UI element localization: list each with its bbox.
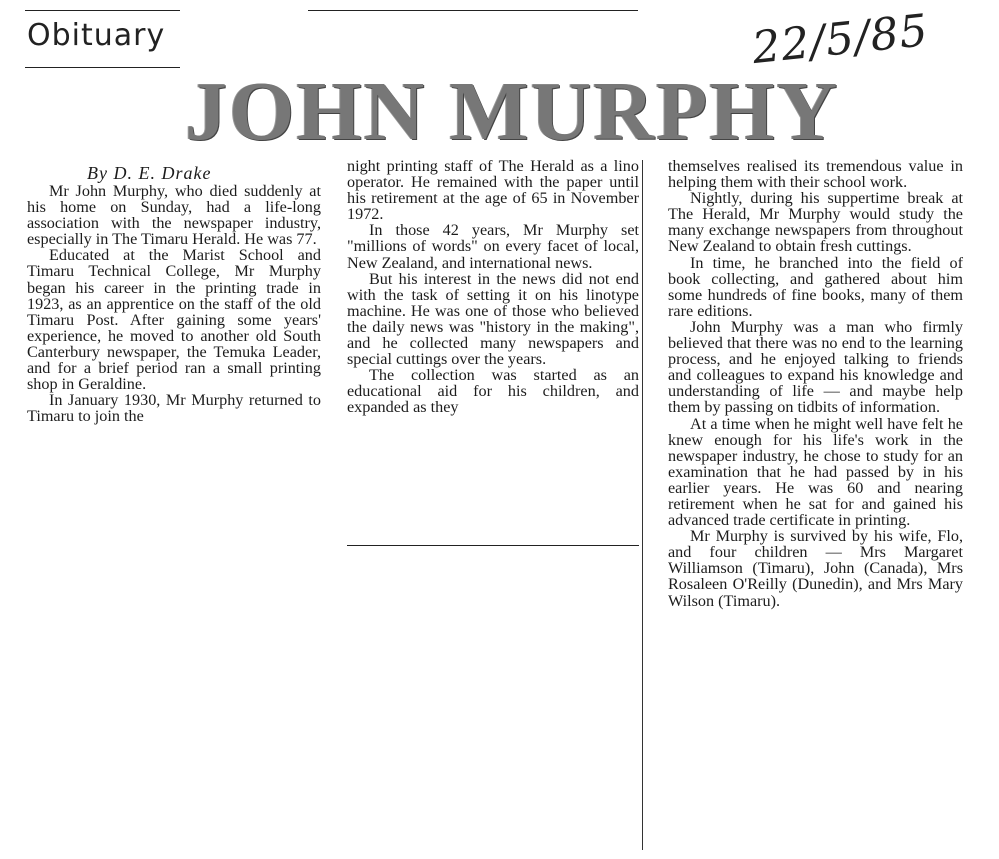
byline: By D. E. Drake [87,163,212,183]
paragraph: In those 42 years, Mr Murphy set "millions of words" on every facet of local, New Zealand, and international news. [347,221,639,272]
article-column-2 [347,158,639,416]
handwritten-date: 22/5/85 [749,4,931,75]
paragraph: Mr John Murphy, who died suddenly at his home on Sunday, had a life-long association with the newspaper industry, especially in The Timaru Herald. He was 77. [27,182,321,249]
paragraph: Educated at the Marist School and Timaru Technical College, Mr Murphy began his career in the printing trade in 1923, as an apprentice on the staff of the old Timaru Post. After gaining some years' experience, he moved to another old South Canterbury newspaper, the Temuka Leader, and for a brief period ran a small printing shop in Geraldine. [27,246,321,394]
paragraph: Nightly, during his suppertime break at The Herald, Mr Murphy would study the many exchange newspapers from throughout New Zealand to obtain fresh cuttings. [668,189,963,256]
column-divider [642,160,643,850]
paragraph: night printing staff of The Herald as a lino operator. He remained with the paper until his retirement at the age of 65 in November 1972. [347,157,639,224]
column-2-end-rule [347,545,639,546]
top-rule-left [25,10,180,11]
paragraph: Mr Murphy is survived by his wife, Flo, and four children — Mrs Margaret Williamson (Timaru), John (Canada), Mrs Rosaleen O'Reilly (Dunedin), and Mrs Mary Wilson (Timaru). [668,527,963,610]
paragraph: John Murphy was a man who firmly believed that there was no end to the learning process, and he enjoyed talking to friends and colleagues to expand his knowledge and understanding of life — and maybe help them by passing on tidbits of information. [668,317,963,417]
article-column-3 [668,158,963,609]
paragraph: At a time when he might well have felt he knew enough for his life's work in the newspaper industry, he chose to study for an examination that he had passed by in his earlier years. He was 60 and nearing retirement when he sat for and gained his advanced trade certificate in printing. [668,414,963,530]
section-underline [25,67,180,68]
paragraph: In January 1930, Mr Murphy returned to Timaru to join the [27,391,321,426]
paragraph: The collection was started as an educational aid for his children, and expanded as they [347,366,639,417]
paragraph: But his interest in the news did not end with the task of setting it on his linotype machine. He was one of those who believed the daily news was "history in the making", and he collected many newspapers and special cuttings over the years. [347,269,639,369]
paragraph: themselves realised its tremendous value in helping them with their school work. [668,157,963,192]
top-rule-right [308,10,638,11]
article-column-1 [27,163,321,424]
paragraph: In time, he branched into the field of book collecting, and gathered about him some hundreds of fine books, many of them rare editions. [668,253,963,320]
section-label: Obituary [27,18,166,53]
headline: JOHN MURPHY [185,65,840,158]
